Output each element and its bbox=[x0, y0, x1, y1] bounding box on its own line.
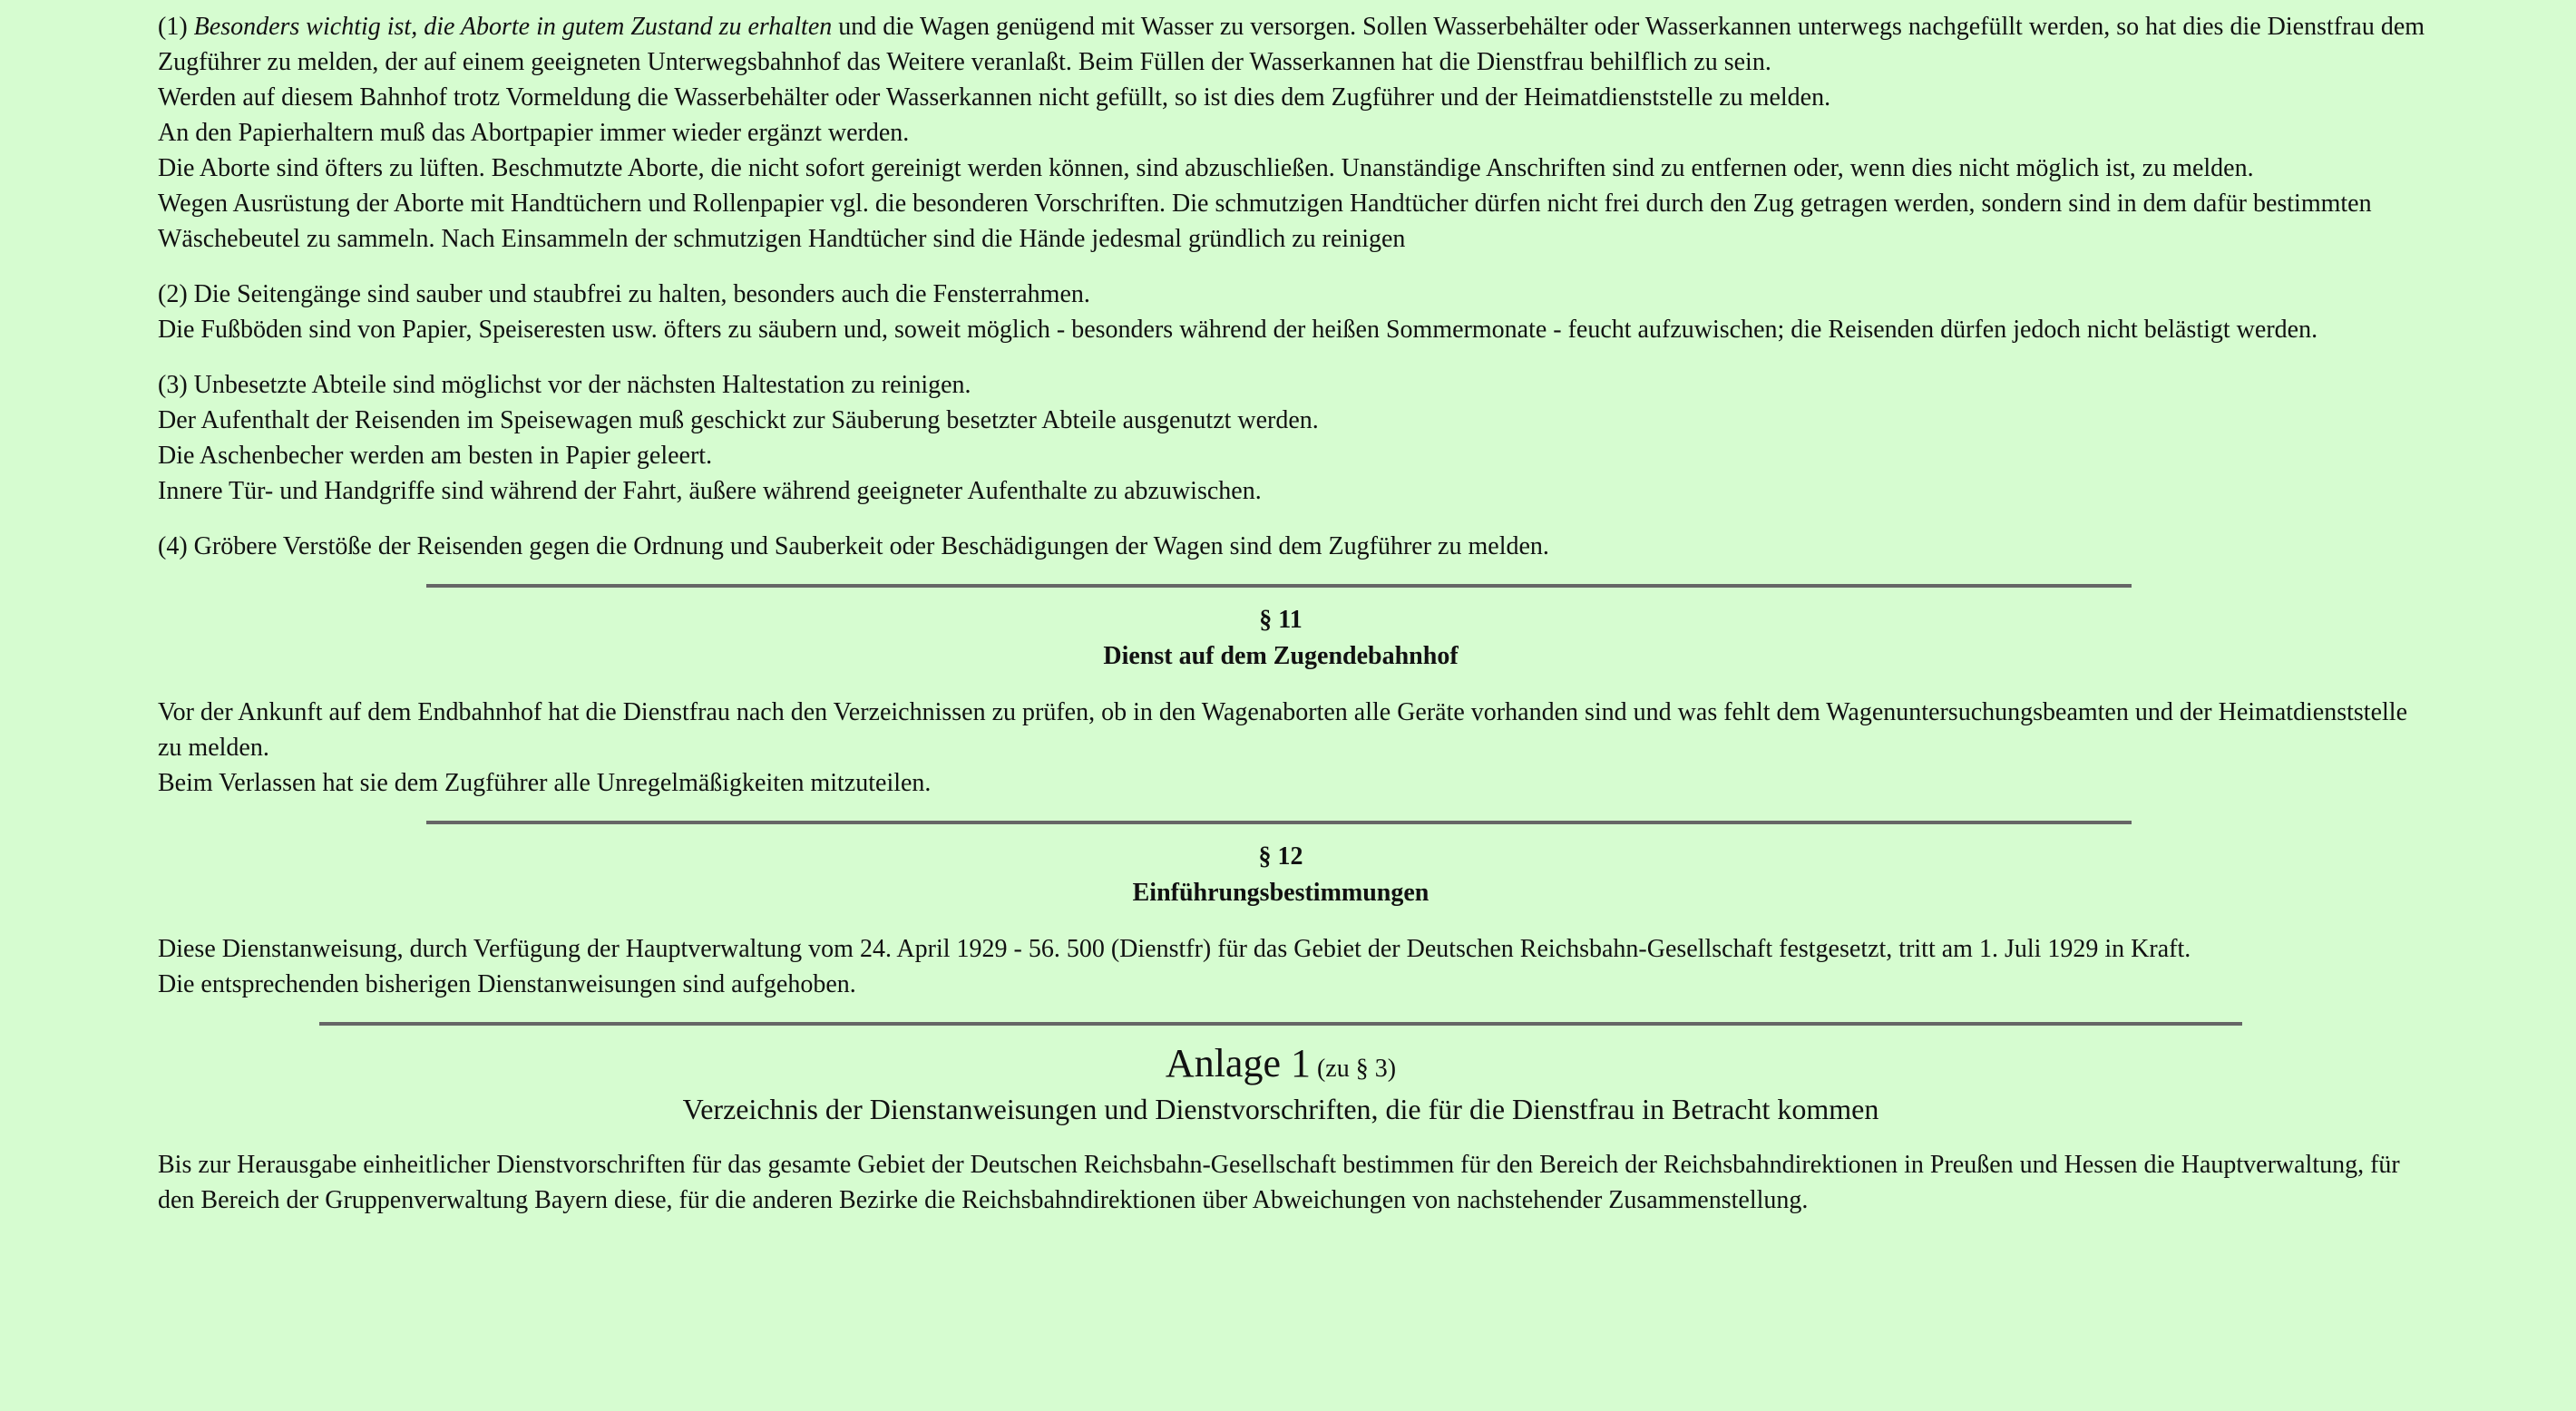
anlage-subtitle: Verzeichnis der Dienstanweisungen und Dienstvorschriften, die für die Dienstfrau in Betracht kommen bbox=[682, 1093, 1879, 1125]
section-11-title: Dienst auf dem Zugendebahnhof bbox=[1103, 642, 1459, 670]
section-11-body bbox=[158, 695, 2435, 801]
paragraph-1-line-3: An den Papierhaltern muß das Abortpapier immer wieder ergänzt werden. bbox=[158, 119, 910, 147]
section-12-line-2: Die entsprechenden bisherigen Dienstanweisungen sind aufgehoben. bbox=[158, 970, 856, 998]
anlage-title: Anlage 1 bbox=[1165, 1041, 1311, 1085]
section-11-line-1: Vor der Ankunft auf dem Endbahnhof hat die Dienstfrau nach den Verzeichnissen zu prüfen, ob in den Wagenaborten alle Geräte vorhanden sind und was fehlt dem Wagenuntersuchungsbeamten und der Heimatdienststelle zu melden. bbox=[158, 698, 2407, 762]
paragraph-3-line-1: (3) Unbesetzte Abteile sind möglichst vor der nächsten Haltestation zu reinigen. bbox=[158, 371, 971, 399]
anlage-heading bbox=[142, 1038, 2419, 1129]
anlage-intro: Bis zur Herausgabe einheitlicher Dienstvorschriften für das gesamte Gebiet der Deutschen Reichsbahn-Gesellschaft bestimmen für den Bereich der Reichsbahndirektionen in Preußen und Hessen die Hauptverwaltung, für den Bereich der Gruppenverwaltung Bayern diese, für die anderen Bezirke die Reichsbahndirektionen über Abweichungen von nachstehender Zusammenstellung. bbox=[158, 1151, 2400, 1214]
document-content bbox=[158, 9, 2435, 1238]
paragraph-1-number: (1) bbox=[158, 13, 188, 41]
paragraph-1-line-2: Werden auf diesem Bahnhof trotz Vormeldung die Wasserbehälter oder Wasserkannen nicht gefüllt, so ist dies dem Zugführer und der Heimatdienststelle zu melden. bbox=[158, 83, 1831, 112]
paragraph-3-line-2: Der Aufenthalt der Reisenden im Speisewagen muß geschickt zur Säuberung besetzter Abteile ausgenutzt werden. bbox=[158, 406, 1319, 434]
paragraph-3-line-4: Innere Tür- und Handgriffe sind während der Fahrt, äußere während geeigneter Aufenthalte zu abzuwischen. bbox=[158, 477, 1262, 505]
paragraph-1-text: und die Wagen genügend mit Wasser zu versorgen. Sollen Wasserbehälter oder Wasserkannen unterwegs nachgefüllt werden, so hat dies die Dienstfrau dem Zugführer zu melden, der auf einem geeigneten Unterwegsbahnhof das Weitere veranlaßt. Beim Füllen der Wasserkannen hat die Dienstfrau behilflich zu sein. bbox=[158, 13, 2425, 76]
paragraph-2 bbox=[158, 277, 2435, 347]
section-divider-11 bbox=[426, 584, 2132, 588]
section-divider-12 bbox=[426, 821, 2132, 824]
paragraph-3-line-3: Die Aschenbecher werden am besten in Papier geleert. bbox=[158, 442, 713, 470]
paragraph-1-emphasis: Besonders wichtig ist, die Aborte in gutem Zustand zu erhalten bbox=[193, 13, 833, 41]
paragraph-2-line-1: (2) Die Seitengänge sind sauber und staubfrei zu halten, besonders auch die Fensterrahmen. bbox=[158, 280, 1090, 308]
section-11-heading bbox=[142, 602, 2419, 675]
paragraph-1-line-4: Die Aborte sind öfters zu lüften. Beschmutzte Aborte, die nicht sofort gereinigt werden können, sind abzuschließen. Unanständige Anschriften sind zu entfernen oder, wenn dies nicht möglich ist, zu melden. bbox=[158, 154, 2254, 182]
section-11-line-2: Beim Verlassen hat sie dem Zugführer alle Unregelmäßigkeiten mitzuteilen. bbox=[158, 769, 932, 797]
section-12-number: § 12 bbox=[1258, 842, 1303, 871]
section-12-title: Einführungsbestimmungen bbox=[1132, 879, 1429, 907]
section-12-line-1: Diese Dienstanweisung, durch Verfügung der Hauptverwaltung vom 24. April 1929 - 56. 500 (Dienstfr) für das Gebiet der Deutschen Reichsbahn-Gesellschaft festgesetzt, tritt am 1. Juli 1929 in Kraft. bbox=[158, 935, 2191, 963]
paragraph-2-line-2: Die Fußböden sind von Papier, Speiseresten usw. öfters zu säubern und, soweit möglich - besonders während der heißen Sommermonate - feucht aufzuwischen; die Reisenden dürfen jedoch nicht belästigt werden. bbox=[158, 316, 2318, 344]
paragraph-4: (4) Gröbere Verstöße der Reisenden gegen die Ordnung und Sauberkeit oder Beschädigungen der Wagen sind dem Zugführer zu melden. bbox=[158, 532, 1549, 560]
paragraph-1-line-5: Wegen Ausrüstung der Aborte mit Handtüchern und Rollenpapier vgl. die besonderen Vorschriften. Die schmutzigen Handtücher dürfen nicht frei durch den Zug getragen werden, sondern sind in dem dafür bestimmten Wäschebeutel zu sammeln. Nach Einsammeln der schmutzigen Handtücher sind die Hände jedesmal gründlich zu reinigen bbox=[158, 190, 2372, 253]
anlage-reference: (zu § 3) bbox=[1316, 1055, 1397, 1083]
section-12-heading bbox=[142, 839, 2419, 911]
paragraph-1 bbox=[158, 9, 2435, 257]
paragraph-3 bbox=[158, 367, 2435, 509]
section-11-number: § 11 bbox=[1259, 606, 1303, 634]
section-12-body bbox=[158, 931, 2435, 1002]
anlage-divider bbox=[319, 1022, 2242, 1026]
